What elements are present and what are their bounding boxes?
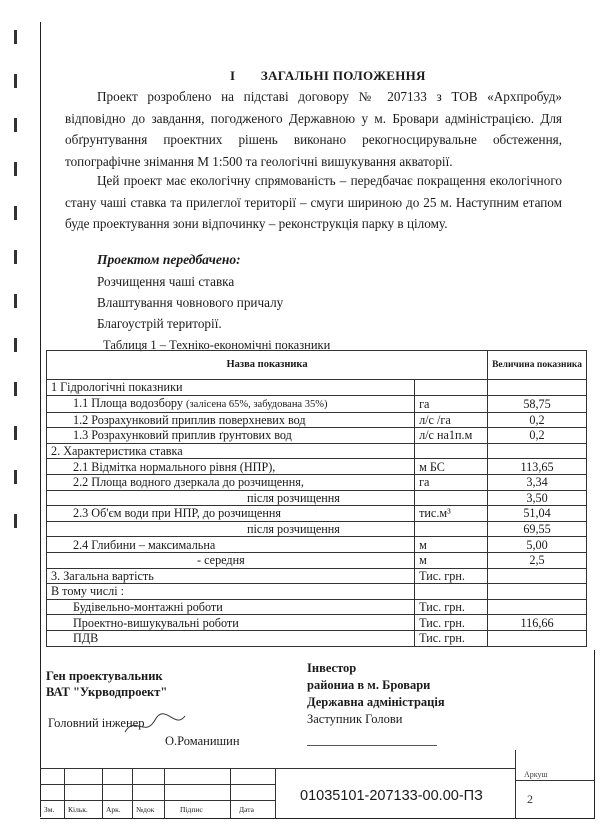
row-value: 69,55 bbox=[488, 521, 587, 537]
row-name: 2.4 Глибини – максимальна bbox=[47, 537, 415, 553]
row-value: 58,75 bbox=[488, 395, 587, 412]
row-name: 2.3 Об'єм води при НПР, до розчищення bbox=[47, 506, 415, 522]
investor-deputy: Заступник Голови bbox=[307, 712, 403, 726]
paragraph-1: Проект розроблено на підставі договору № 207133 з ТОВ «Архпробуд» відповідно до завдання, погодженого Державною у м. Бровари адміністрацією. Для обґрунтування проектних рішень виконано рекогносцирувальне обстеження, топографічне знімання М 1:500 та геологічні вишукування акваторії. bbox=[65, 89, 562, 169]
row-name: 2.2 Площа водного дзеркала до розчищення, bbox=[47, 474, 415, 490]
binding-marks bbox=[14, 30, 18, 590]
row-unit: м bbox=[415, 537, 488, 553]
row-note: (залісена 65%, забудована 35%) bbox=[186, 398, 328, 410]
provisions-title: Проектом передбачено: bbox=[97, 252, 241, 267]
row-value: 0,2 bbox=[488, 412, 587, 428]
table-row bbox=[47, 459, 587, 475]
row-unit: Тис. грн. bbox=[415, 615, 488, 631]
row-name: 2.1 Відмітка нормального рівня (НПР), bbox=[47, 459, 415, 475]
row-value: 2,5 bbox=[488, 552, 587, 568]
chief-engineer-name: О.Романишин bbox=[165, 734, 240, 748]
investor-signature-block bbox=[307, 660, 445, 728]
table-row bbox=[47, 490, 587, 506]
table-row bbox=[47, 568, 587, 584]
header-value: Величина показника bbox=[488, 351, 587, 380]
title-block-col: Зм. bbox=[44, 805, 55, 814]
paragraph-2: Цей проект має екологічну спрямованість – передбачає покращення екологічного стану чаші ставка та прилеглої території – смуги шириною до 25 м. Наступним етапом буде проектування зони відпочинку – реконструкція парку в цілому. bbox=[65, 173, 562, 231]
row-unit: м bbox=[415, 552, 488, 568]
row-name: Проектно-вишукувальні роботи bbox=[47, 615, 415, 631]
designer-role: Ген проектувальник bbox=[46, 669, 163, 683]
frame-bottom-line bbox=[40, 818, 595, 819]
investor-signature-line bbox=[307, 745, 437, 746]
row-name: В тому числі : bbox=[47, 584, 415, 600]
table-row bbox=[47, 615, 587, 631]
row-name: 1 Гідрологічні показники bbox=[47, 380, 415, 396]
header-name: Назва показника bbox=[47, 351, 488, 380]
document-code: 01035101-207133-00.00-ПЗ bbox=[300, 788, 483, 804]
row-value bbox=[488, 584, 587, 600]
designer-signature-block bbox=[46, 668, 167, 700]
row-name: 1.3 Розрахунковий приплив ґрунтових вод bbox=[47, 428, 415, 444]
table-row bbox=[47, 552, 587, 568]
row-name: після розчищення bbox=[47, 490, 415, 506]
provision-item: Розчищення чаші ставка bbox=[97, 274, 235, 289]
frame-left-line bbox=[40, 22, 41, 817]
row-unit: га bbox=[415, 395, 488, 412]
table-row bbox=[47, 412, 587, 428]
row-unit: га bbox=[415, 474, 488, 490]
row-value bbox=[488, 599, 587, 615]
table-row bbox=[47, 428, 587, 444]
chief-engineer-label: Головний інженер bbox=[48, 716, 145, 730]
row-value: 3,34 bbox=[488, 474, 587, 490]
row-unit bbox=[415, 521, 488, 537]
section-number: I bbox=[230, 68, 236, 83]
row-unit bbox=[415, 584, 488, 600]
row-name: після розчищення bbox=[47, 521, 415, 537]
table-header-row bbox=[47, 351, 587, 380]
signature-scribble bbox=[120, 710, 190, 740]
row-name: Будівельно-монтажні роботи bbox=[47, 599, 415, 615]
row-value: 5,00 bbox=[488, 537, 587, 553]
row-unit: Тис. грн. bbox=[415, 568, 488, 584]
table-row bbox=[47, 380, 587, 396]
row-value bbox=[488, 568, 587, 584]
sheet-number: 2 bbox=[527, 792, 533, 806]
table-row bbox=[47, 521, 587, 537]
row-name: 1.1 Площа водозбору (залісена 65%, забудована 35%) bbox=[47, 395, 415, 412]
section-heading bbox=[230, 68, 426, 84]
table-row bbox=[47, 599, 587, 615]
investor-line-3: Державна адміністрація bbox=[307, 695, 445, 709]
row-unit: Тис. грн. bbox=[415, 630, 488, 646]
section-title: ЗАГАЛЬНІ ПОЛОЖЕННЯ bbox=[260, 68, 426, 83]
investor-role: Інвестор bbox=[307, 661, 357, 675]
row-unit: м БС bbox=[415, 459, 488, 475]
title-block-col: Кільк. bbox=[68, 805, 88, 814]
title-block-col: Підпис bbox=[180, 805, 203, 814]
row-value: 116,66 bbox=[488, 615, 587, 631]
table-row bbox=[47, 506, 587, 522]
row-name: 1.2 Розрахунковий приплив поверхневих вод bbox=[47, 412, 415, 428]
investor-line-2: райониа в м. Бровари bbox=[307, 678, 431, 692]
row-value: 113,65 bbox=[488, 459, 587, 475]
row-unit bbox=[415, 380, 488, 396]
designer-org: ВАТ "Укрводпроект" bbox=[46, 685, 168, 699]
row-value bbox=[488, 443, 587, 459]
row-name: ПДВ bbox=[47, 630, 415, 646]
indicators-table bbox=[46, 350, 587, 647]
row-name: 2. Характеристика ставка bbox=[47, 443, 415, 459]
row-unit: тис.м³ bbox=[415, 506, 488, 522]
table-caption: Таблиця 1 – Техніко-економічні показники bbox=[103, 338, 331, 352]
table-row bbox=[47, 584, 587, 600]
title-block-col: Арк. bbox=[106, 805, 121, 814]
row-unit: Тис. грн. bbox=[415, 599, 488, 615]
sheet-label: Аркуш bbox=[524, 770, 548, 779]
row-unit bbox=[415, 443, 488, 459]
row-unit: л/с на1п.м bbox=[415, 428, 488, 444]
row-value: 51,04 bbox=[488, 506, 587, 522]
table-row bbox=[47, 395, 587, 412]
provision-item: Благоустрій території. bbox=[97, 316, 222, 331]
table-row bbox=[47, 443, 587, 459]
table-row bbox=[47, 630, 587, 646]
table-row bbox=[47, 474, 587, 490]
provision-item: Влаштування човнового причалу bbox=[97, 295, 284, 310]
row-value: 0,2 bbox=[488, 428, 587, 444]
row-value: 3,50 bbox=[488, 490, 587, 506]
row-name: 3. Загальна вартість bbox=[47, 568, 415, 584]
title-block-col: №док bbox=[136, 805, 155, 814]
title-block-col: Дата bbox=[239, 805, 254, 814]
row-value bbox=[488, 380, 587, 396]
row-unit bbox=[415, 490, 488, 506]
table-row bbox=[47, 537, 587, 553]
row-value bbox=[488, 630, 587, 646]
row-name: - середня bbox=[47, 552, 415, 568]
row-unit: л/с /га bbox=[415, 412, 488, 428]
